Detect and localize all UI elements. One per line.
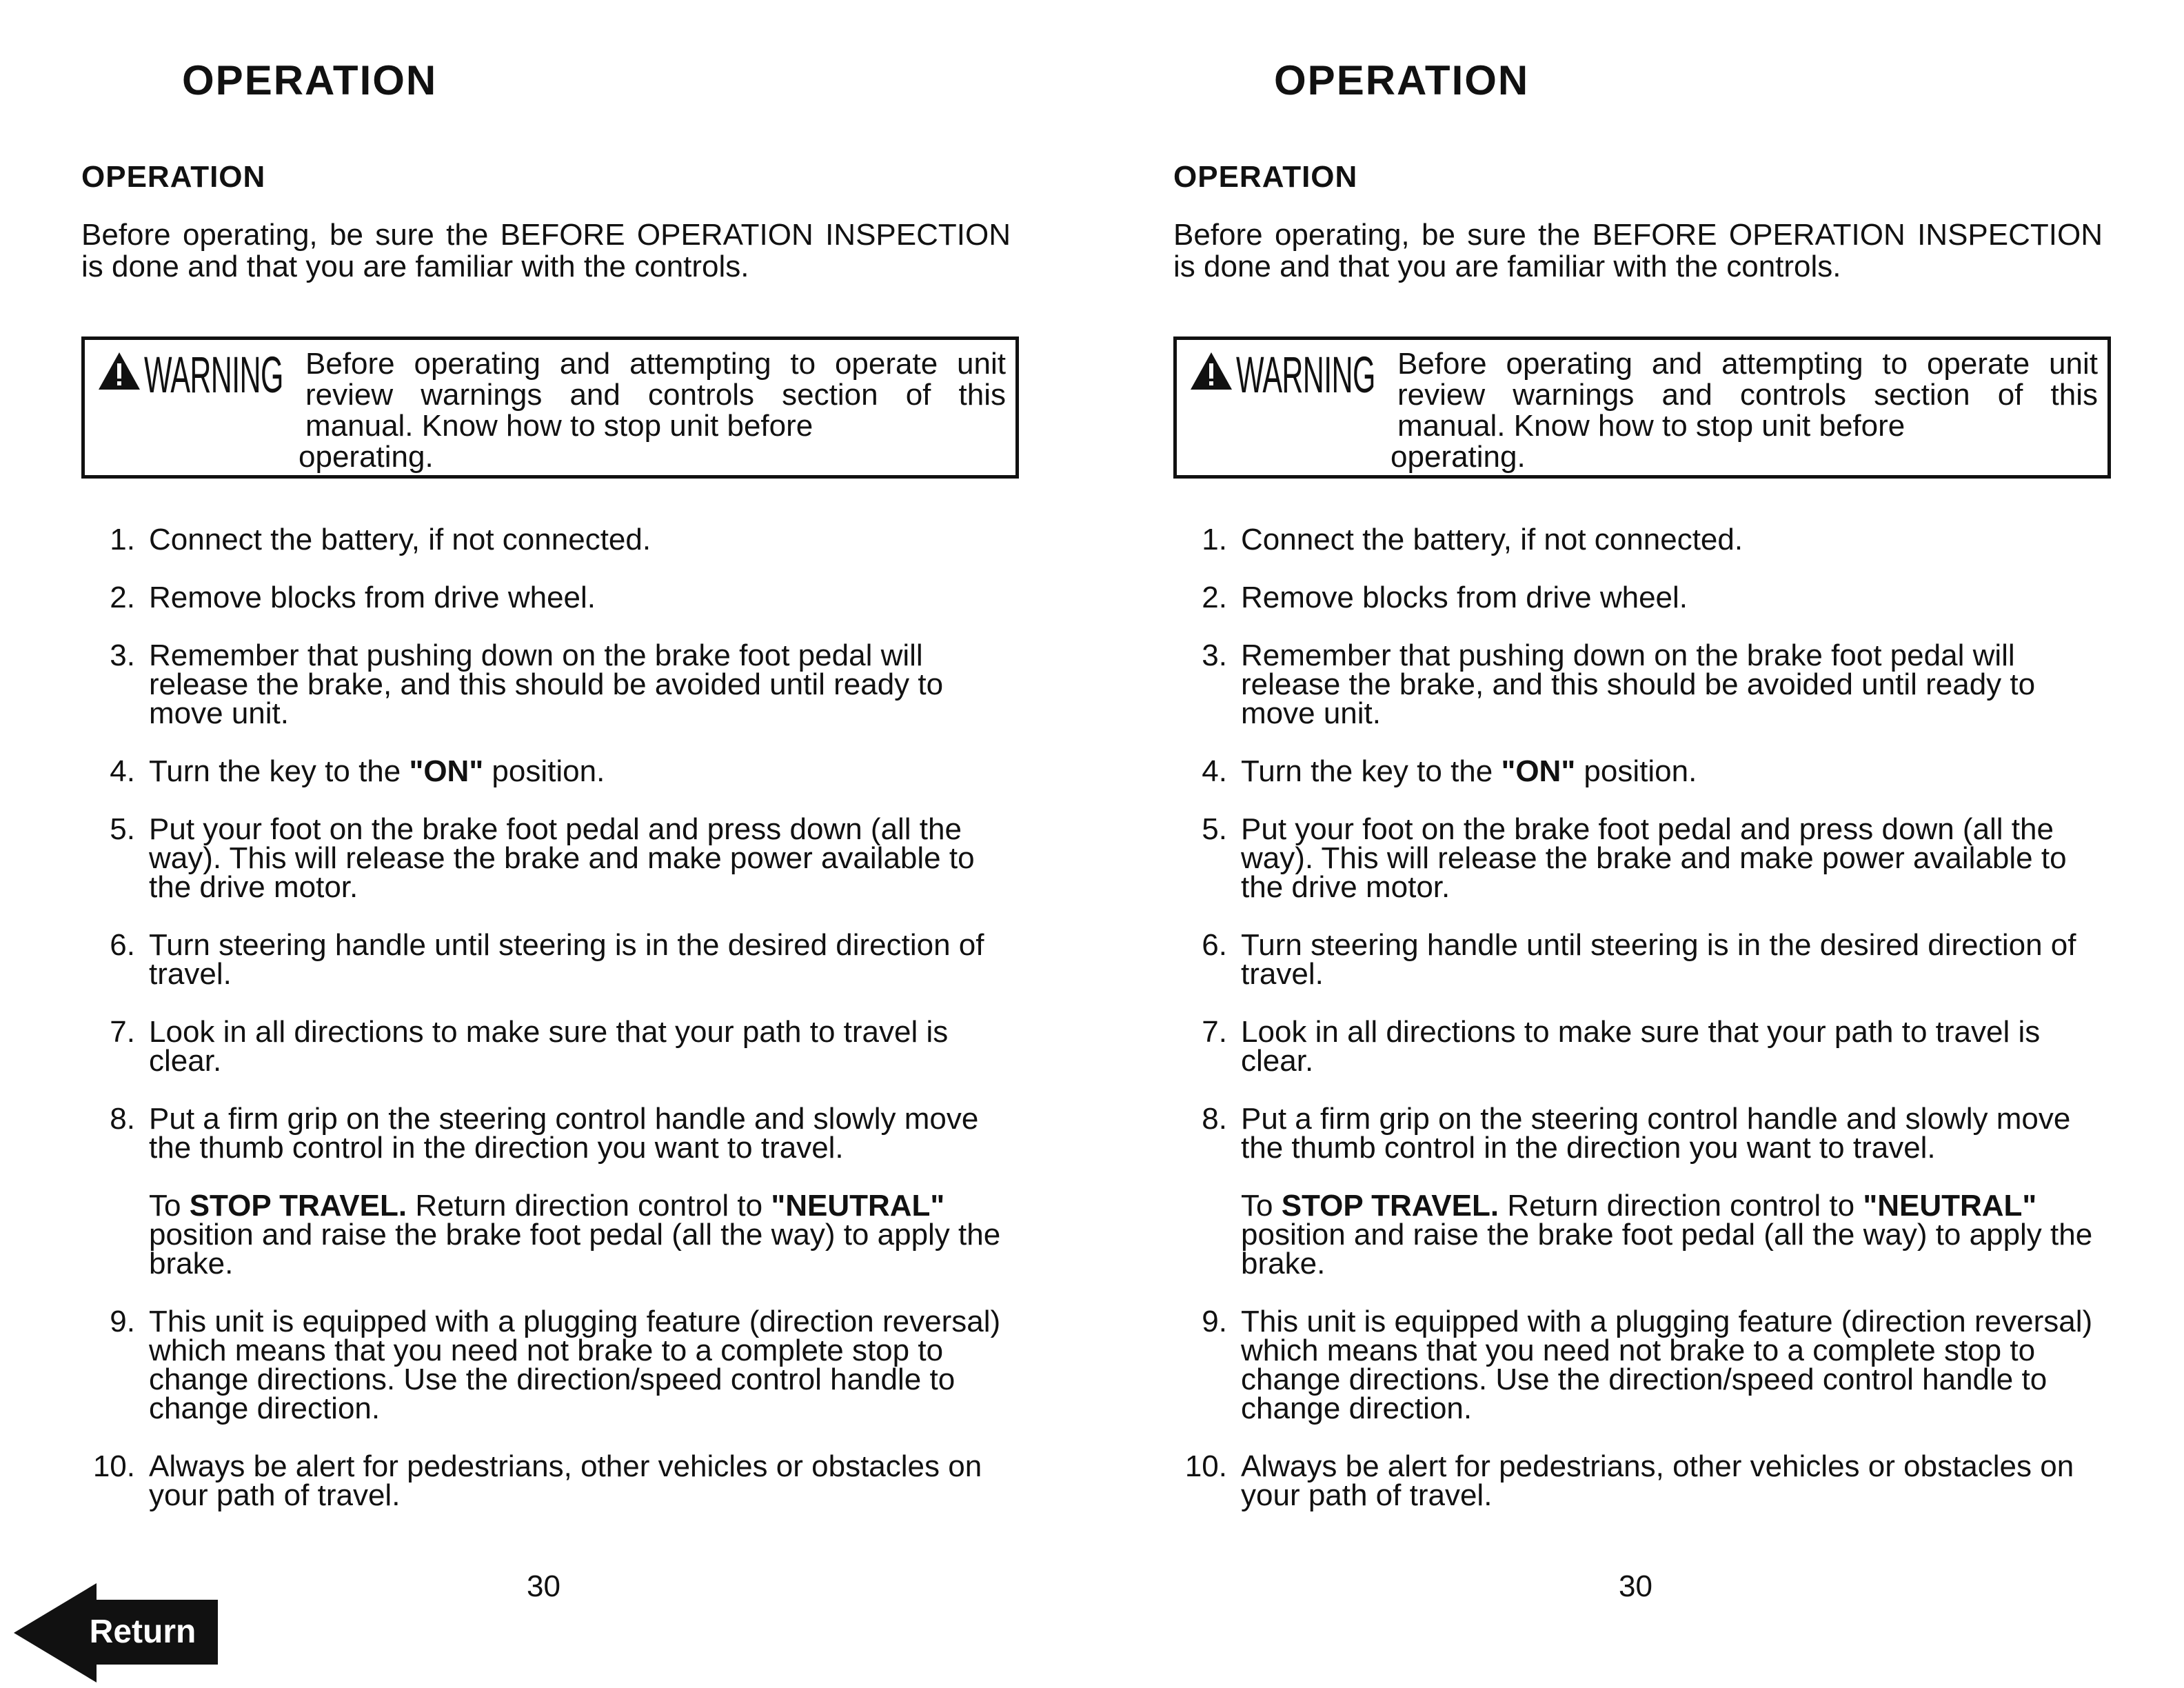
- warning-triangle-icon: [97, 350, 141, 391]
- list-item: [1173, 928, 2111, 991]
- warning-box: [1173, 336, 2111, 479]
- list-item: [1173, 583, 2111, 612]
- list-item: [1173, 754, 2111, 788]
- list-item: [81, 641, 1019, 728]
- list-item: [81, 812, 1019, 904]
- step-number: 1.: [1202, 523, 1227, 556]
- step-text: This unit is equipped with a plugging feature (direction reversal) which means that you need not brake to a complete stop to change directions. Use the direction/speed control handle to change direction.: [149, 1305, 1001, 1425]
- step-number: 10.: [92, 1449, 135, 1483]
- step-text: Look in all directions to make sure that your path to travel is clear.: [1241, 1015, 2041, 1078]
- list-item: [81, 583, 1019, 612]
- list-item: [81, 525, 1019, 554]
- warning-triangle-icon: [1189, 350, 1233, 391]
- operation-steps-list: [81, 525, 1019, 1539]
- step-text: Connect the battery, if not connected.: [149, 523, 651, 556]
- return-button-label: Return: [89, 1614, 196, 1650]
- warning-text: [299, 347, 1006, 474]
- step-text: [149, 754, 1019, 788]
- page-number: 30: [527, 1569, 560, 1603]
- step-text-post: position.: [1575, 754, 1697, 788]
- warning-text-last: operating.: [299, 440, 434, 474]
- return-button[interactable]: [14, 1583, 221, 1682]
- list-item: [1173, 812, 2111, 904]
- step-text: [1241, 754, 2111, 788]
- list-item: [81, 1449, 1019, 1512]
- step-text: Remember that pushing down on the brake foot pedal will release the brake, and this should be avoided until ready to move unit.: [149, 639, 944, 730]
- intro-paragraph: Before operating, be sure the BEFORE OPERATION INSPECTION is done and that you are familiar with the controls.: [1173, 218, 2103, 283]
- right-page: [1092, 0, 2184, 1688]
- page-number: 30: [1619, 1569, 1652, 1603]
- step-text: Always be alert for pedestrians, other vehicles or obstacles on your path of travel.: [149, 1449, 982, 1512]
- step-text-bold: "ON": [409, 754, 484, 788]
- warning-text-main: Before operating and attempting to operate unit review warnings and controls section of this manual. Know how to stop unit before: [1397, 347, 2098, 443]
- stop-note-post: position and raise the brake foot pedal (all the way) to apply the brake.: [1241, 1218, 2093, 1280]
- stop-note-bold: STOP TRAVEL.: [1281, 1189, 1499, 1223]
- step-number: 5.: [110, 812, 135, 846]
- step-text: Put your foot on the brake foot pedal and press down (all the way). This will release the brake and make power available to the drive motor.: [149, 812, 975, 904]
- step-text: Remove blocks from drive wheel.: [149, 581, 596, 614]
- list-item: [1173, 1449, 2111, 1512]
- step-text: Look in all directions to make sure that your path to travel is clear.: [149, 1015, 949, 1078]
- list-item: [81, 928, 1019, 991]
- list-item: [81, 1015, 1019, 1078]
- step-text: Put a firm grip on the steering control handle and slowly move the thumb control in the direction you want to travel.: [1241, 1102, 2071, 1165]
- list-item: [81, 1102, 1019, 1280]
- stop-travel-note: [1241, 1189, 2111, 1280]
- stop-note-mid: Return direction control to: [407, 1189, 771, 1223]
- stop-note-post: position and raise the brake foot pedal (all the way) to apply the brake.: [149, 1218, 1001, 1280]
- step-number: 4.: [110, 754, 135, 788]
- warning-label: WARNING: [144, 346, 283, 403]
- step-number: 7.: [110, 1015, 135, 1049]
- list-item: [81, 754, 1019, 788]
- step-number: 1.: [110, 523, 135, 556]
- step-text-post: position.: [483, 754, 605, 788]
- step-text-bold: "ON": [1501, 754, 1576, 788]
- warning-text: [1391, 347, 2098, 474]
- warning-text-main: Before operating and attempting to operate unit review warnings and controls section of this manual. Know how to stop unit before: [305, 347, 1006, 443]
- section-heading: OPERATION: [1173, 160, 1358, 194]
- step-number: 3.: [110, 639, 135, 672]
- step-text: Turn steering handle until steering is in the desired direction of travel.: [1241, 928, 2076, 991]
- stop-note-neutral: "NEUTRAL": [771, 1189, 945, 1223]
- step-number: 6.: [1202, 928, 1227, 962]
- step-number: 10.: [1184, 1449, 1227, 1483]
- stop-note-neutral: "NEUTRAL": [1863, 1189, 2037, 1223]
- step-number: 2.: [110, 581, 135, 614]
- step-number: 6.: [110, 928, 135, 962]
- step-text-pre: Turn the key to the: [149, 754, 410, 788]
- step-number: 5.: [1202, 812, 1227, 846]
- operation-steps-list: [1173, 525, 2111, 1539]
- step-number: 7.: [1202, 1015, 1227, 1049]
- step-text: Connect the battery, if not connected.: [1241, 523, 1743, 556]
- warning-label: WARNING: [1236, 346, 1375, 403]
- step-number: 8.: [1202, 1102, 1227, 1136]
- page-title: OPERATION: [1274, 57, 1530, 103]
- step-number: 2.: [1202, 581, 1227, 614]
- step-text: Always be alert for pedestrians, other vehicles or obstacles on your path of travel.: [1241, 1449, 2074, 1512]
- stop-note-pre: To: [149, 1189, 190, 1223]
- stop-note-pre: To: [1241, 1189, 1282, 1223]
- list-item: [81, 1307, 1019, 1423]
- step-text: Remember that pushing down on the brake foot pedal will release the brake, and this should be avoided until ready to move unit.: [1241, 639, 2036, 730]
- stop-travel-note: [149, 1189, 1019, 1280]
- step-number: 3.: [1202, 639, 1227, 672]
- warning-text-last: operating.: [1391, 440, 1526, 474]
- step-text: Put a firm grip on the steering control handle and slowly move the thumb control in the direction you want to travel.: [149, 1102, 979, 1165]
- page-title: OPERATION: [182, 57, 438, 103]
- intro-paragraph: Before operating, be sure the BEFORE OPERATION INSPECTION is done and that you are familiar with the controls.: [81, 218, 1011, 283]
- step-number: 8.: [110, 1102, 135, 1136]
- section-heading: OPERATION: [81, 160, 266, 194]
- step-text: Remove blocks from drive wheel.: [1241, 581, 1688, 614]
- step-text: Turn steering handle until steering is in the desired direction of travel.: [149, 928, 984, 991]
- list-item: [1173, 1015, 2111, 1078]
- stop-note-bold: STOP TRAVEL.: [189, 1189, 407, 1223]
- step-number: 4.: [1202, 754, 1227, 788]
- list-item: [1173, 1102, 2111, 1280]
- list-item: [1173, 1307, 2111, 1423]
- step-text: This unit is equipped with a plugging feature (direction reversal) which means that you need not brake to a complete stop to change directions. Use the direction/speed control handle to change direction.: [1241, 1305, 2093, 1425]
- stop-note-mid: Return direction control to: [1499, 1189, 1863, 1223]
- list-item: [1173, 525, 2111, 554]
- list-item: [1173, 641, 2111, 728]
- step-text: Put your foot on the brake foot pedal and press down (all the way). This will release the brake and make power available to the drive motor.: [1241, 812, 2067, 904]
- warning-box: [81, 336, 1019, 479]
- step-number: 9.: [1202, 1305, 1227, 1338]
- step-text-pre: Turn the key to the: [1241, 754, 1502, 788]
- step-number: 9.: [110, 1305, 135, 1338]
